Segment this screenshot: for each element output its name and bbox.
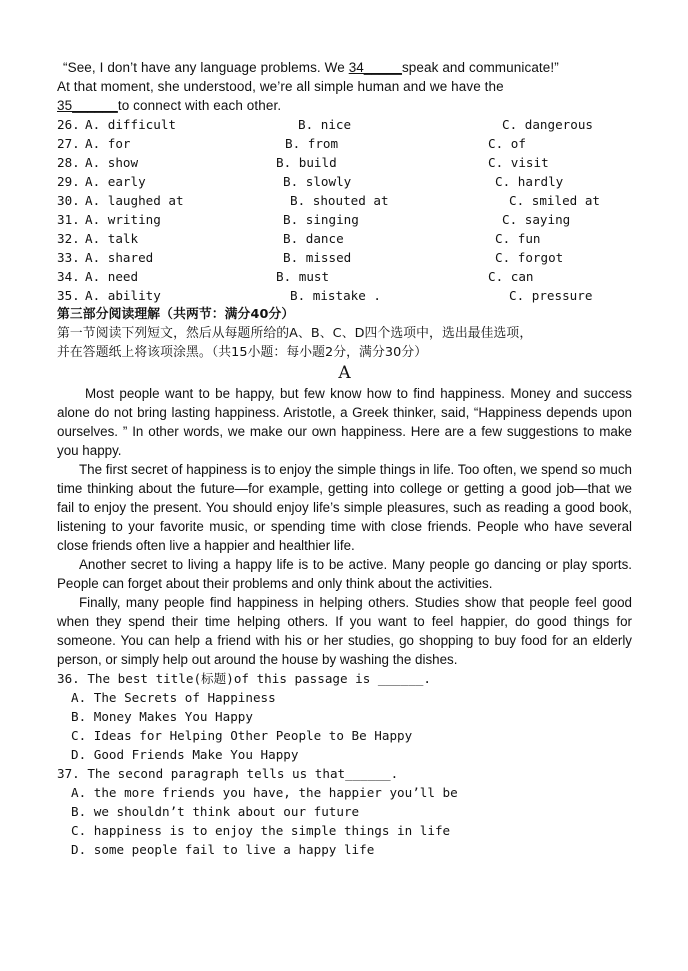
option-a: A. for [85,136,131,151]
option-c: C. forgot [495,250,564,265]
option-row-34 [57,267,632,286]
section-heading: 第三部分阅读理解（共两节：满分40分） [57,307,295,322]
option-row-31 [57,210,632,229]
option-a: A. talk [85,231,139,246]
option-a: A. writing [85,212,161,227]
question-option-d: D. some people fail to live a happy life [71,842,375,857]
question-option-c: C. happiness is to enjoy the simple things in life [71,823,451,838]
option-a: A. laughed at [85,193,184,208]
option-a: A. difficult [85,117,176,132]
question-stem: 37. The second paragraph tells us that______. [57,766,399,781]
option-b: B. mistake . [290,288,381,303]
question-option-b: B. we shouldn’t think about our future [71,804,360,819]
question-36 [57,669,632,764]
option-number: 30. [57,193,80,208]
option-number: 35. [57,288,80,303]
option-c: C. can [488,269,534,284]
option-row-30 [57,191,632,210]
cloze-text-line-2: At that moment, she understood, we’re all simple human and we have the [57,79,504,94]
option-b: B. singing [283,212,359,227]
option-b: B. from [285,136,339,151]
option-c: C. pressure [509,288,593,303]
cloze-text-line-3 [57,96,632,115]
blank-35: 35______ [57,98,118,113]
question-option-b: B. Money Makes You Happy [71,709,253,724]
option-b: B. shouted at [290,193,389,208]
question-37 [57,764,632,859]
cloze-text-line-1 [57,58,632,77]
question-option-a: A. The Secrets of Happiness [71,690,276,705]
section-instructions-line-2: 并在答题纸上将该项涂黑。（共15小题：每小题2分，满分30分） [57,345,428,360]
option-b: B. build [276,155,337,170]
question-option-c: C. Ideas for Helping Other People to Be Happy [71,728,413,743]
option-number: 26. [57,117,80,132]
passage-paragraph-1: Most people want to be happy, but few know how to find happiness. Money and success alone do not bring lasting happiness. Aristotle, a Greek thinker, said, “Happiness depends upon ourselves. ” In other words, we make our own happiness. Here are a few suggestions to make you happy. [57,386,632,458]
option-row-32 [57,229,632,248]
blank-34: 34_____ [348,60,402,75]
option-c: C. fun [495,231,541,246]
option-c: C. smiled at [509,193,600,208]
option-c: C. hardly [495,174,564,189]
cloze-text: to connect with each other. [117,98,282,113]
option-row-35 [57,286,632,305]
question-option-a: A. the more friends you have, the happier you’ll be [71,785,458,800]
option-number: 34. [57,269,80,284]
option-number: 28. [57,155,80,170]
option-c: C. of [488,136,526,151]
cloze-options [57,115,632,305]
option-row-29 [57,172,632,191]
option-number: 27. [57,136,80,151]
cloze-text: “See, I don’t have any language problems. We [63,60,349,75]
option-row-26 [57,115,632,134]
option-c: C. saying [502,212,571,227]
option-row-28 [57,153,632,172]
option-number: 33. [57,250,80,265]
option-b: B. dance [283,231,344,246]
option-c: C. visit [488,155,549,170]
option-b: B. missed [283,250,352,265]
option-a: A. need [85,269,139,284]
option-a: A. show [85,155,139,170]
option-c: C. dangerous [502,117,593,132]
section-instructions-line-1: 第一节阅读下列短文，然后从每题所给的A、B、C、D四个选项中，选出最佳选项， [57,326,533,341]
question-option-d: D. Good Friends Make You Happy [71,747,299,762]
cloze-text: speak and communicate!” [401,60,559,75]
option-number: 29. [57,174,80,189]
passage-paragraph-3: Another secret to living a happy life is to be active. Many people go dancing or play sports. People can forget about their problems and only think about the activities. [57,557,632,591]
option-a: A. shared [85,250,154,265]
option-b: B. nice [298,117,352,132]
option-b: B. slowly [283,174,352,189]
option-row-33 [57,248,632,267]
option-row-27 [57,134,632,153]
question-stem: 36. The best title(标题)of this passage is ______. [57,671,431,686]
option-a: A. ability [85,288,161,303]
option-b: B. must [276,269,330,284]
passage-letter: A [338,363,351,383]
option-number: 31. [57,212,80,227]
option-a: A. early [85,174,146,189]
exam-page [57,58,632,859]
option-number: 32. [57,231,80,246]
passage-paragraph-2: The first secret of happiness is to enjoy the simple things in life. Too often, we spend so much time thinking about the future—for example, getting into college or getting a good job—that we fail to enjoy the present. You should enjoy life’s simple pleasures, such as reading a good book, listening to your favorite music, or spending time with close friends. People who have several close friends often live a happier and healthier life. [57,462,632,553]
passage-paragraph-4: Finally, many people find happiness in helping others. Studies show that people feel good when they spend their time helping others. If you want to feel happier, do good things for someone. You can help a friend with his or her studies, go shopping to buy food for an elderly person, or simply help out around the house by washing the dishes. [57,595,632,667]
